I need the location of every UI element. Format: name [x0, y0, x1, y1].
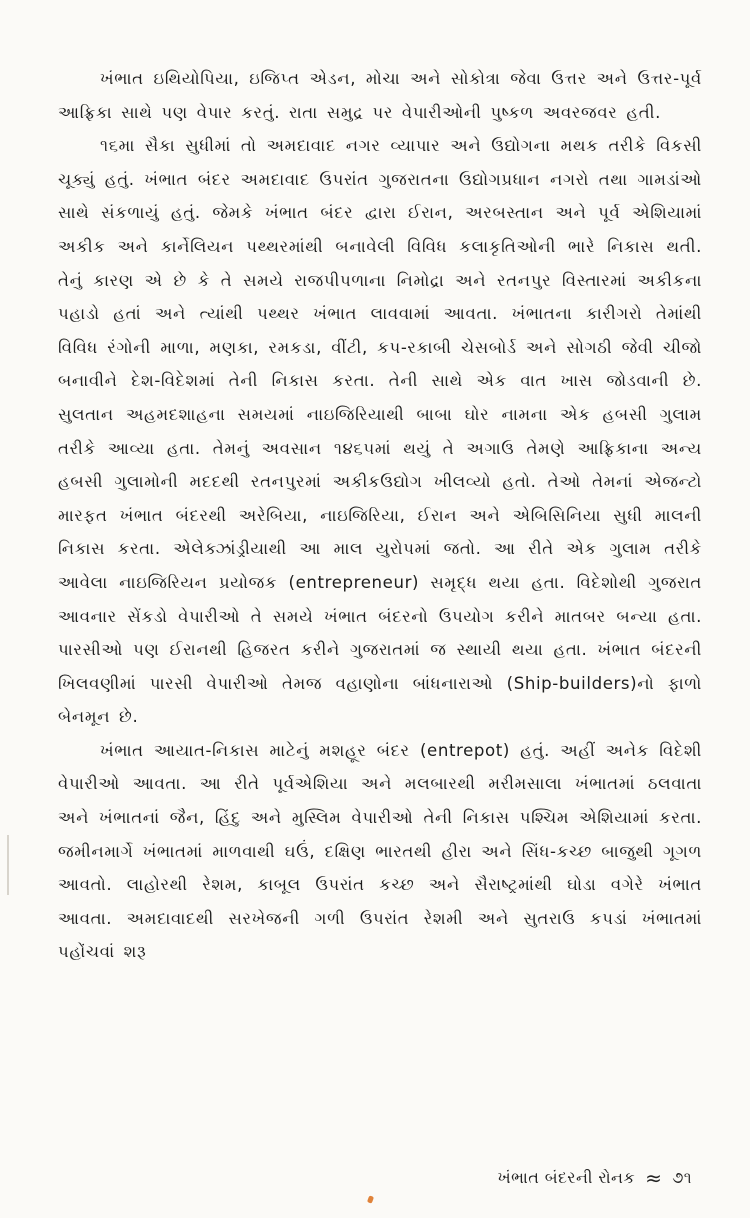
paragraph-3: ખંભાત આયાત-નિકાસ માટેનું મશહૂર બંદર (entrepot) હતું. અહીં અનેક વિદેશી વેપારીઓ આવતા. આ રીતે પૂર્વએશિયા અને મલબારથી મરીમસાલા ખંભાતમાં ઠલવાતા અને ખંભાતનાં જૈન, હિંદુ અને મુસ્લિમ વેપારીઓ તેની નિકાસ પશ્ચિમ એશિયામાં કરતા. જમીનમાર્ગે ખંભાતમાં માળવાથી ઘઉં, દક્ષિણ ભારતથી હીરા અને સિંધ-કચ્છ બાજુથી ગૂગળ આવતો. લાહોરથી રેશમ, કાબૂલ ઉપરાંત કચ્છ અને સૈરાષ્ટ્રમાંથી ઘોડા વગેરે ખંભાત આવતા. અમદાવાદથી સરખેજની ગળી ઉપરાંત રેશમી અને સુતરાઉ કપડાં ખંભાતમાં પહોંચવાં શરૂ [58, 740, 702, 962]
margin-mark [7, 835, 9, 895]
page-footer [498, 1166, 692, 1190]
ink-speck [367, 1195, 374, 1203]
paragraph-2: ૧૬મા સૈકા સુધીમાં તો અમદાવાદ નગર વ્યાપાર અને ઉદ્યોગના મથક તરીકે વિકસી ચૂક્યું હતું. ખંભાત બંદર અમદાવાદ ઉપરાંત ગુજરાતના ઉદ્યોગપ્રધાન નગરો તથા ગામડાંઓ સાથે સંકળાયું હતું. જેમકે ખંભાત બંદર દ્વારા ઈરાન, અરબસ્તાન અને પૂર્વ એશિયામાં અકીક અને કાર્નેલિયન પથ્થરમાંથી બનાવેલી વિવિધ કલાકૃતિઓની ભારે નિકાસ થતી. તેનું કારણ એ છે કે તે સમયે રાજપીપળાના નિમોદ્રા અને રતનપુર વિસ્તારમાં અકીકના પહાડો હતાં અને ત્યાંથી પથ્થર ખંભાત લાવવામાં આવતા. ખંભાતના કારીગરો તેમાંથી વિવિધ રંગોની માળા, મણકા, રમકડા, વીંટી, કપ-રકાબી ચેસબોર્ડ અને સોગઠી જેવી ચીજો બનાવીને દેશ-વિદેશમાં તેની નિકાસ કરતા. તેની સાથે એક વાત ખાસ જોડવાની છે. સુલતાન અહમદશાહના સમયમાં નાઇજિરિયાથી બાબા ઘોર નામના એક હબસી ગુલામ તરીકે આવ્યા હતા. તેમનું અવસાન ૧૪૬૫માં થયું તે અગાઉ તેમણે આફ્રિકાના અન્ય હબસી ગુલામોની મદદથી રતનપુરમાં અકીકઉદ્યોગ ખીલવ્યો હતો. તેઓ તેમનાં એજન્ટો મારફત ખંભાત બંદરથી અરેબિયા, નાઇજિરિયા, ઈરાન અને એબિસિનિયા સુધી માલની નિકાસ કરતા. એલેક્ઝાંડ્રીયાથી આ માલ યુરોપમાં જતો. આ રીતે એક ગુલામ તરીકે આવેલા નાઇજિરિયન પ્રયોજક (entrepreneur) સમૃદ્ધ થયા હતા. વિદેશોથી ગુજરાત આવનાર સેંકડો વેપારીઓ તે સમયે ખંભાત બંદરનો ઉપયોગ કરીને માતબર બન્યા હતા. પારસીઓ પણ ઈરાનથી હિજરત કરીને ગુજરાતમાં જ સ્થાયી થયા હતા. ખંભાત બંદરની ખિલવણીમાં પારસી વેપારીઓ તેમજ વહાણોના બાંધનારાઓ (Ship-builders)નો ફાળો બેનમૂન છે. [58, 136, 702, 727]
running-title: ખંભાત બંદરની રોનક [497, 1168, 636, 1187]
paragraph-1: ખંભાત ઇથિયોપિયા, ઇજિપ્ત એડન, મોચા અને સોકોત્રા જેવા ઉત્તર અને ઉત્તર-પૂર્વ આફ્રિકા સાથે પણ વેપાર કરતું. રાતા સમુદ્ર પર વેપારીઓની પુષ્કળ અવરજવર હતી. [58, 69, 702, 122]
page-body [58, 62, 702, 969]
page-number: ૭૧ [672, 1168, 692, 1187]
footer-separator: ≈ [645, 1166, 663, 1190]
